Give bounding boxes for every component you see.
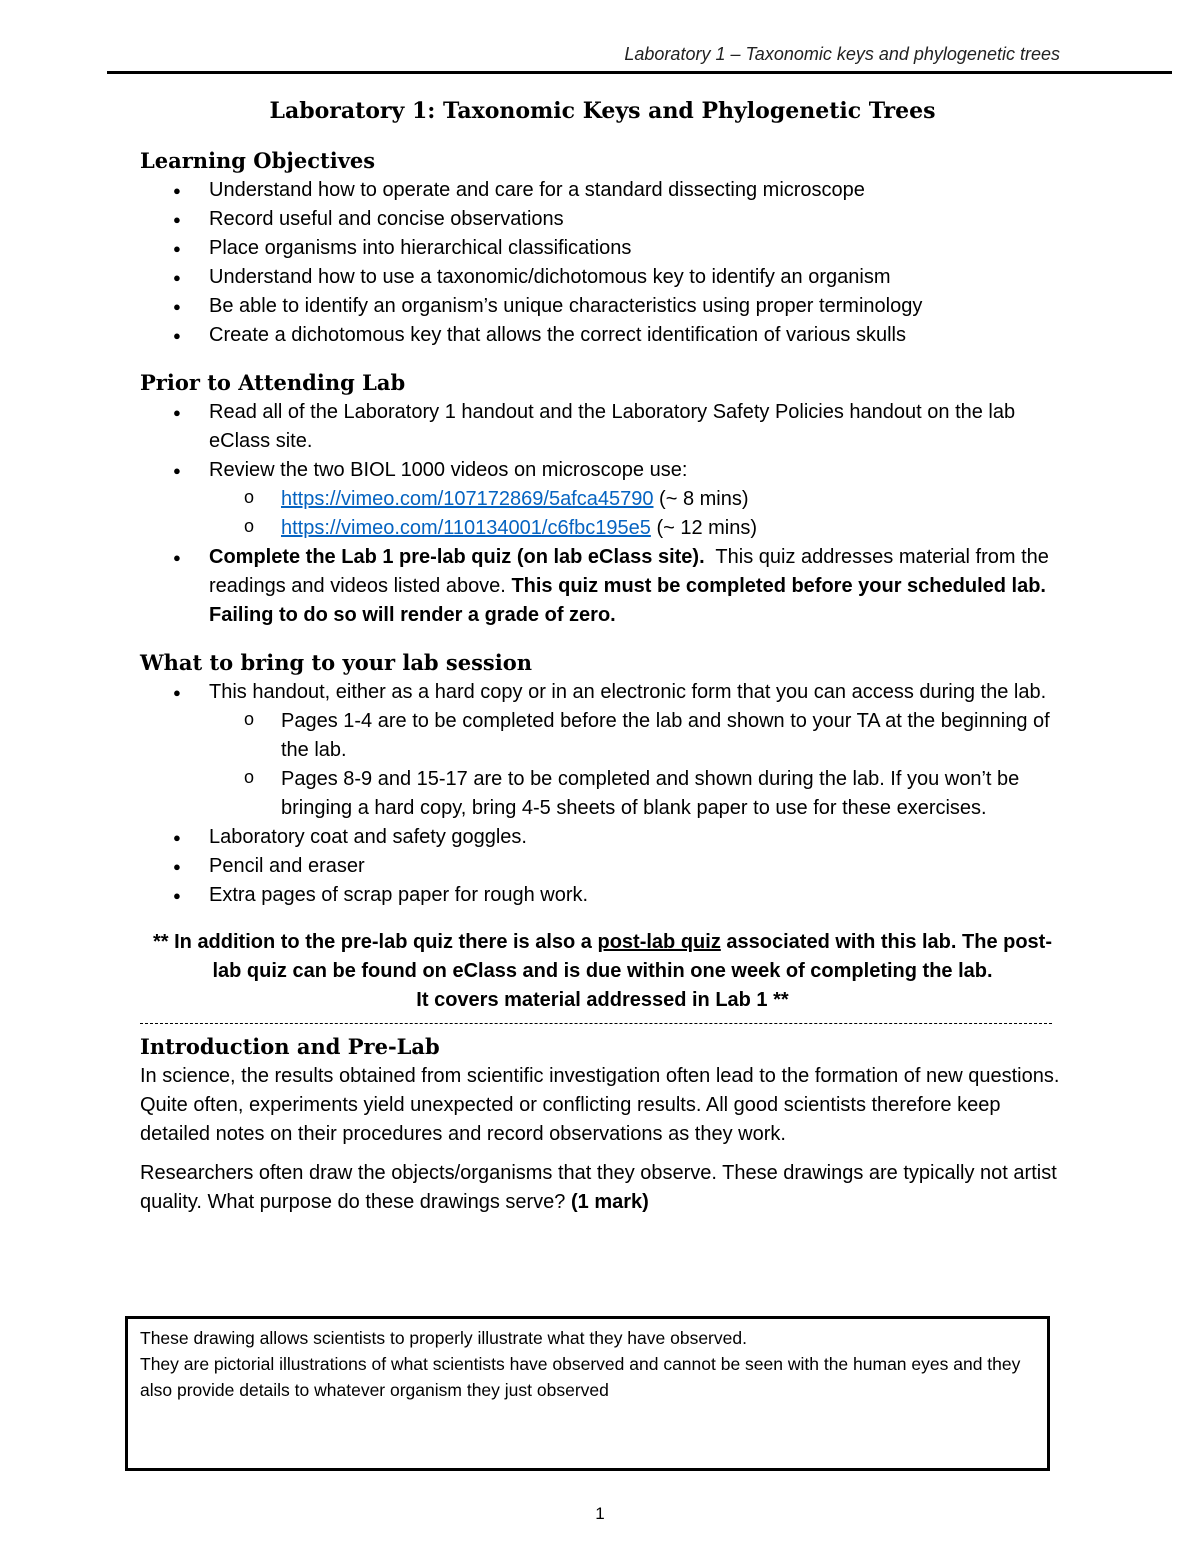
list-item: ● Place organisms into hierarchical classifications <box>140 234 1065 263</box>
bring-list <box>140 678 1065 910</box>
list-item: ● Understand how to use a taxonomic/dichotomous key to identify an organism <box>140 263 1065 292</box>
list-item: o Pages 8-9 and 15-17 are to be completed and shown during the lab. If you won’t be bringing a hard copy, bring 4-5 sheets of blank paper to use for these exercises. <box>209 765 1065 823</box>
video-link-2[interactable]: https://vimeo.com/110134001/c6fbc195e5 <box>281 517 651 539</box>
page-number: 1 <box>595 1504 605 1523</box>
page-content <box>140 96 1065 1217</box>
prior-heading: Prior to Attending Lab <box>140 370 406 395</box>
video-duration: (~ 8 mins) <box>659 488 749 510</box>
dashed-divider <box>140 1023 1052 1024</box>
learning-objectives-heading: Learning Objectives <box>140 148 376 173</box>
post-lab-notice <box>140 928 1065 1015</box>
handout-text: This handout, either as a hard copy or in an electronic form that you can access during the lab. <box>209 681 1047 703</box>
list-item: ● Laboratory coat and safety goggles. <box>140 823 1065 852</box>
post-lab-quiz-term: post-lab quiz <box>597 931 721 953</box>
notice-text: It covers material addressed in Lab 1 ** <box>416 989 789 1011</box>
list-item <box>140 543 1065 630</box>
list-item: o Pages 1-4 are to be completed before the lab and shown to your TA at the beginning of the lab. <box>209 707 1065 765</box>
handout-sub-list <box>209 707 1065 823</box>
list-item: ● Read all of the Laboratory 1 handout and the Laboratory Safety Policies handout on the lab eClass site. <box>140 398 1065 456</box>
question-1 <box>140 1159 1065 1217</box>
learning-objectives-list <box>140 176 1065 350</box>
answer-box[interactable] <box>125 1316 1050 1471</box>
video-link-item <box>209 485 1065 514</box>
video-link-item <box>209 514 1065 543</box>
prelab-quiz-description: This quiz addresses material from the readings and videos listed above. <box>209 546 1049 597</box>
answer-line: These drawing allows scientists to properly illustrate what they have observed. <box>140 1328 747 1348</box>
video-link-1[interactable]: https://vimeo.com/107172869/5afca45790 <box>281 488 654 510</box>
list-item: ● Extra pages of scrap paper for rough work. <box>140 881 1065 910</box>
notice-text: ** In addition to the pre-lab quiz there is also a <box>152 931 592 953</box>
bring-heading: What to bring to your lab session <box>140 650 533 675</box>
notice-text: associated with this lab. The post-lab quiz can be found on eClass and is due within one week of completing the lab. <box>212 931 1052 982</box>
list-item: ● Understand how to operate and care for a standard dissecting microscope <box>140 176 1065 205</box>
intro-heading: Introduction and Pre-Lab <box>140 1034 440 1059</box>
list-item: ● Create a dichotomous key that allows the correct identification of various skulls <box>140 321 1065 350</box>
page-title: Laboratory 1: Taxonomic Keys and Phylogenetic Trees <box>269 98 936 124</box>
running-header: Laboratory 1 – Taxonomic keys and phylogenetic trees <box>624 44 1060 64</box>
question-text: Researchers often draw the objects/organisms that they observe. These drawings are typically not artist quality. What purpose do these drawings serve? <box>140 1162 1057 1213</box>
review-videos-text: Review the two BIOL 1000 videos on microscope use: <box>209 459 688 481</box>
prior-list <box>140 398 1065 630</box>
answer-line: They are pictorial illustrations of what scientists have observed and cannot be seen with the human eyes and they also provide details to whatever organism they just observed <box>140 1354 1021 1400</box>
list-item: ● Pencil and eraser <box>140 852 1065 881</box>
prelab-quiz-instruction: Complete the Lab 1 pre-lab quiz (on lab eClass site). <box>209 546 705 568</box>
header-rule <box>107 71 1172 74</box>
question-marks: (1 mark) <box>570 1191 649 1213</box>
list-item: ● Record useful and concise observations <box>140 205 1065 234</box>
list-item <box>140 456 1065 543</box>
video-links-list <box>209 485 1065 543</box>
list-item <box>140 678 1065 823</box>
prelab-quiz-warning: This quiz must be completed before your scheduled lab. Failing to do so will render a grade of zero. <box>209 575 1046 626</box>
list-item: ● Be able to identify an organism’s unique characteristics using proper terminology <box>140 292 1065 321</box>
intro-paragraph: In science, the results obtained from scientific investigation often lead to the formation of new questions. Quite often, experiments yield unexpected or conflicting results. All good scientists therefore keep detailed notes on their procedures and record observations as they work. <box>140 1065 1060 1145</box>
video-duration: (~ 12 mins) <box>656 517 758 539</box>
